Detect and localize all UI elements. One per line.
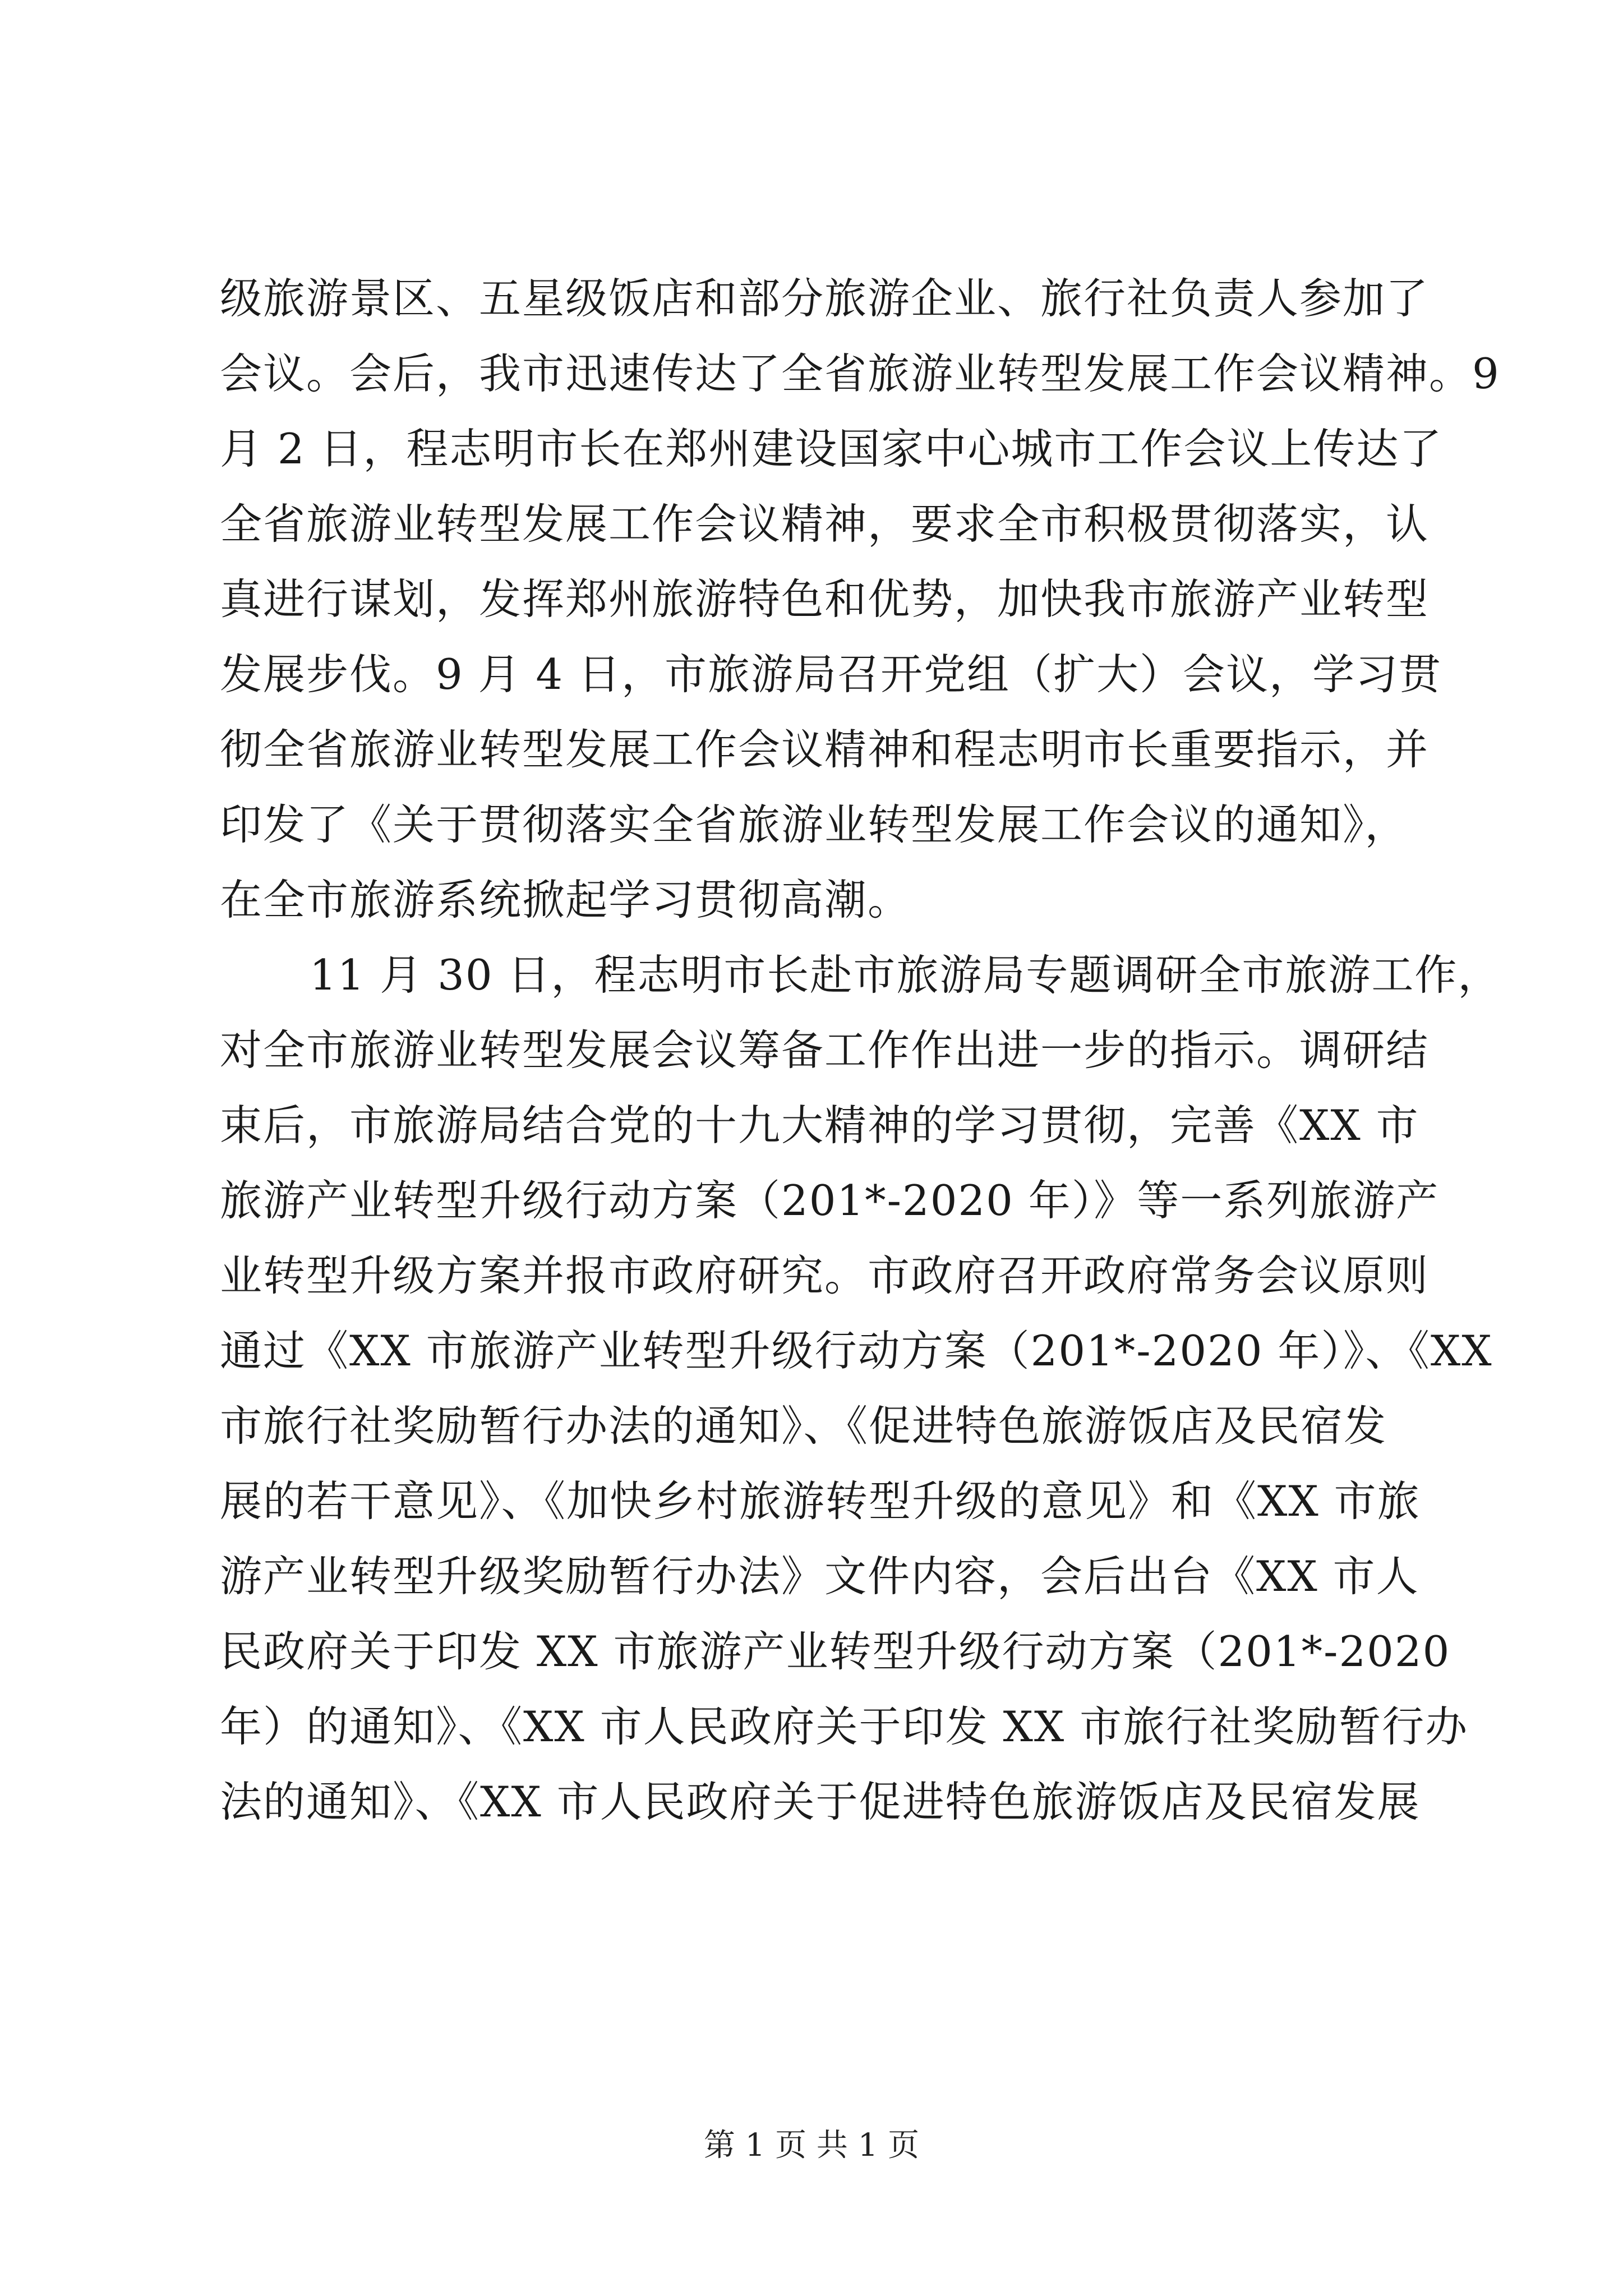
text-line: 通过《XX 市旅游产业转型升级行动方案（201*-2020 年）》、《XX [220, 1326, 1493, 1375]
text-line: 真进行谋划，发挥郑州旅游特色和优势，加快我市旅游产业转型 [220, 574, 1430, 624]
text-line: 彻全省旅游业转型发展工作会议精神和程志明市长重要指示，并 [220, 725, 1430, 774]
text-line: 在全市旅游系统掀起学习贯彻高潮。 [220, 875, 911, 924]
text-line: 市旅行社奖励暂行办法的通知》、《促进特色旅游饭店及民宿发 [220, 1401, 1387, 1451]
text-line: 级旅游景区、五星级饭店和部分旅游企业、旅行社负责人参加了 [220, 274, 1430, 323]
text-line: 法的通知》、《XX 市人民政府关于促进特色旅游饭店及民宿发展 [220, 1777, 1421, 1826]
page-number-footer: 第 1 页 共 1 页 [703, 2127, 920, 2164]
paragraph-first-line: 11 月 30 日，程志明市长赴市旅游局专题调研全市旅游工作， [310, 950, 1501, 1000]
text-line: 印发了《关于贯彻落实全省旅游业转型发展工作会议的通知》， [220, 800, 1408, 849]
text-line: 业转型升级方案并报市政府研究。市政府召开政府常务会议原则 [220, 1251, 1430, 1300]
text-line: 展的若干意见》、《加快乡村旅游转型升级的意见》和《XX 市旅 [220, 1476, 1421, 1526]
text-line: 旅游产业转型升级行动方案（201*-2020 年）》等一系列旅游产 [220, 1176, 1440, 1225]
document-body [220, 261, 1501, 1839]
text-line: 全省旅游业转型发展工作会议精神，要求全市积极贯彻落实，认 [220, 499, 1430, 549]
text-line: 年）的通知》、《XX 市人民政府关于印发 XX 市旅行社奖励暂行办 [220, 1702, 1469, 1751]
text-line: 束后，市旅游局结合党的十九大精神的学习贯彻，完善《XX 市 [220, 1101, 1419, 1150]
text-line: 月 2 日，程志明市长在郑州建设国家中心城市工作会议上传达了 [220, 424, 1443, 473]
text-line: 发展步伐。9 月 4 日，市旅游局召开党组（扩大）会议，学习贯 [220, 650, 1442, 699]
text-line: 对全市旅游业转型发展会议筹备工作作出进一步的指示。调研结 [220, 1025, 1430, 1075]
text-line: 会议。会后，我市迅速传达了全省旅游业转型发展工作会议精神。9 [220, 349, 1500, 398]
text-line: 游产业转型升级奖励暂行办法》文件内容，会后出台《XX 市人 [220, 1552, 1419, 1601]
text-line: 民政府关于印发 XX 市旅游产业转型升级行动方案（201*-2020 [220, 1627, 1451, 1676]
